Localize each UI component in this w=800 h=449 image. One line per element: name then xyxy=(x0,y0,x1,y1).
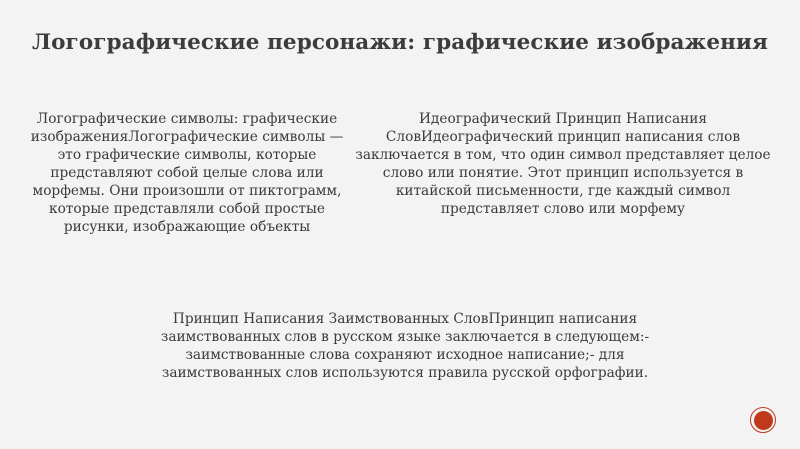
borrowed-words-principle-text: Принцип Написания Заимствованных СловПринцип написания заимствованных слов в русском языке заключается в следующем:- заимствованные слова сохраняют исходное написание;- для заимствованных слов используются правила русской орфографии. xyxy=(160,311,650,381)
slide-title: Логографические персонажи: графические изображения xyxy=(32,30,768,55)
logographic-symbols-text: Логографические символы: графические изображенияЛогографические символы — это графические символы, которые представляют собой целые слова или морфемы. Они произошли от пиктограмм, которые представляли собой простые рисунки, изображающие объекты xyxy=(30,111,344,235)
slide-nav-button[interactable] xyxy=(750,407,776,433)
circle-button-icon xyxy=(754,411,773,430)
ideographic-principle-text: Идеографический Принцип Написания СловИдеографический принцип написания слов заключается в том, что один символ представляет целое слово или понятие. Этот принцип используется в китайской письменности, где каждый символ представляет слово или морфему xyxy=(355,111,771,217)
